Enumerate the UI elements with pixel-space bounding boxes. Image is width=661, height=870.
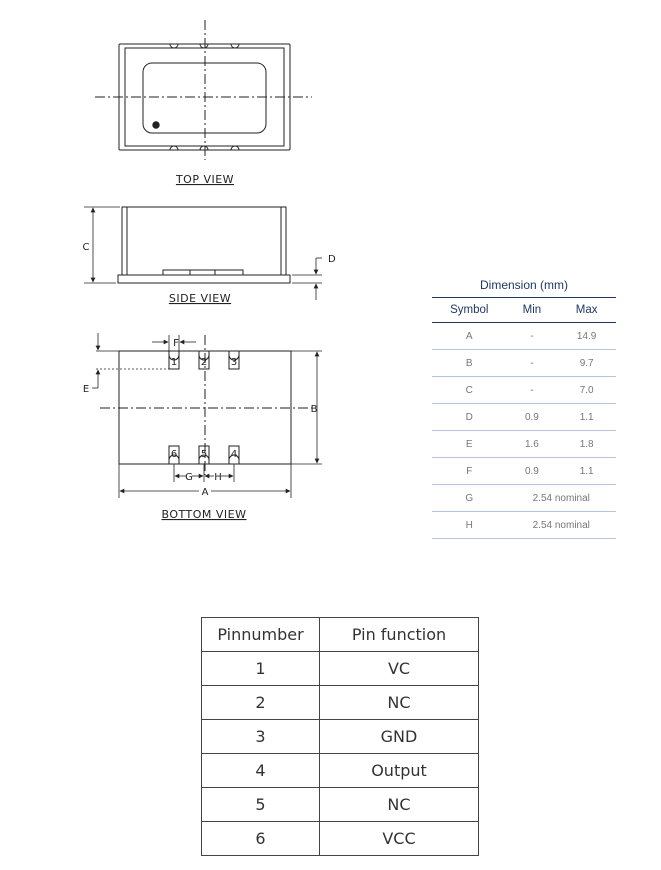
pin-function-cell: VCC (320, 822, 479, 856)
side-view (84, 207, 322, 300)
table-row (202, 686, 479, 720)
pin-number-cell: 4 (202, 754, 320, 788)
pin-label-6: 6 (170, 449, 178, 460)
symbol-cell: E (432, 431, 507, 458)
table-row (202, 652, 479, 686)
min-cell: - (507, 377, 558, 404)
min-cell: 0.9 (507, 404, 558, 431)
pin1-marker-dot (153, 122, 159, 128)
dimension-table (432, 278, 616, 539)
symbol-cell: A (432, 323, 507, 350)
table-row (432, 458, 616, 485)
max-cell: 1.1 (557, 458, 616, 485)
dim-label-f: F (173, 338, 179, 349)
pin-function-table (201, 617, 479, 856)
pin-function-cell: VC (320, 652, 479, 686)
header-pinnumber: Pinnumber (202, 618, 320, 652)
pin-number-cell: 2 (202, 686, 320, 720)
top-view (95, 20, 312, 160)
max-cell: 1.8 (557, 431, 616, 458)
table-row (432, 512, 616, 539)
bottom-view-label: BOTTOM VIEW (161, 508, 247, 521)
table-row (432, 377, 616, 404)
pin-label-3: 3 (230, 357, 238, 368)
max-cell: 7.0 (557, 377, 616, 404)
header-pin-function: Pin function (320, 618, 479, 652)
side-view-label: SIDE VIEW (168, 292, 232, 305)
dim-label-c: C (82, 242, 90, 253)
pin-number-cell: 3 (202, 720, 320, 754)
pin-label-4: 4 (230, 449, 238, 460)
max-cell: 1.1 (557, 404, 616, 431)
dim-label-a: A (201, 487, 209, 498)
max-cell: 14.9 (557, 323, 616, 350)
min-cell: - (507, 323, 558, 350)
pin-function-cell: NC (320, 788, 479, 822)
dim-label-e: E (82, 384, 90, 395)
table-row (432, 323, 616, 350)
table-row (202, 754, 479, 788)
min-cell: 1.6 (507, 431, 558, 458)
nominal-cell: 2.54 nominal (507, 485, 616, 512)
dim-label-g: G (185, 472, 193, 483)
table-row (202, 822, 479, 856)
pin-label-5: 5 (200, 449, 208, 460)
pin-label-2: 2 (200, 357, 208, 368)
min-cell: 0.9 (507, 458, 558, 485)
header-max: Max (557, 298, 616, 323)
dim-label-h: H (214, 472, 222, 483)
symbol-cell: G (432, 485, 507, 512)
dim-label-b: B (310, 404, 318, 415)
max-cell: 9.7 (557, 350, 616, 377)
pin-label-1: 1 (170, 357, 178, 368)
dim-label-d: D (328, 254, 336, 265)
pin-function-cell: Output (320, 754, 479, 788)
symbol-cell: F (432, 458, 507, 485)
min-cell: - (507, 350, 558, 377)
table-row (432, 350, 616, 377)
table-row (432, 404, 616, 431)
pin-number-cell: 5 (202, 788, 320, 822)
dimension-table-title: Dimension (mm) (432, 278, 616, 298)
nominal-cell: 2.54 nominal (507, 512, 616, 539)
symbol-cell: C (432, 377, 507, 404)
pin-function-cell: NC (320, 686, 479, 720)
symbol-cell: B (432, 350, 507, 377)
table-row (202, 788, 479, 822)
header-symbol: Symbol (432, 298, 507, 323)
header-min: Min (507, 298, 558, 323)
table-row (432, 431, 616, 458)
table-row (202, 720, 479, 754)
pin-number-cell: 6 (202, 822, 320, 856)
table-row (432, 485, 616, 512)
pin-function-cell: GND (320, 720, 479, 754)
top-view-label: TOP VIEW (175, 173, 235, 186)
pin-number-cell: 1 (202, 652, 320, 686)
symbol-cell: D (432, 404, 507, 431)
symbol-cell: H (432, 512, 507, 539)
